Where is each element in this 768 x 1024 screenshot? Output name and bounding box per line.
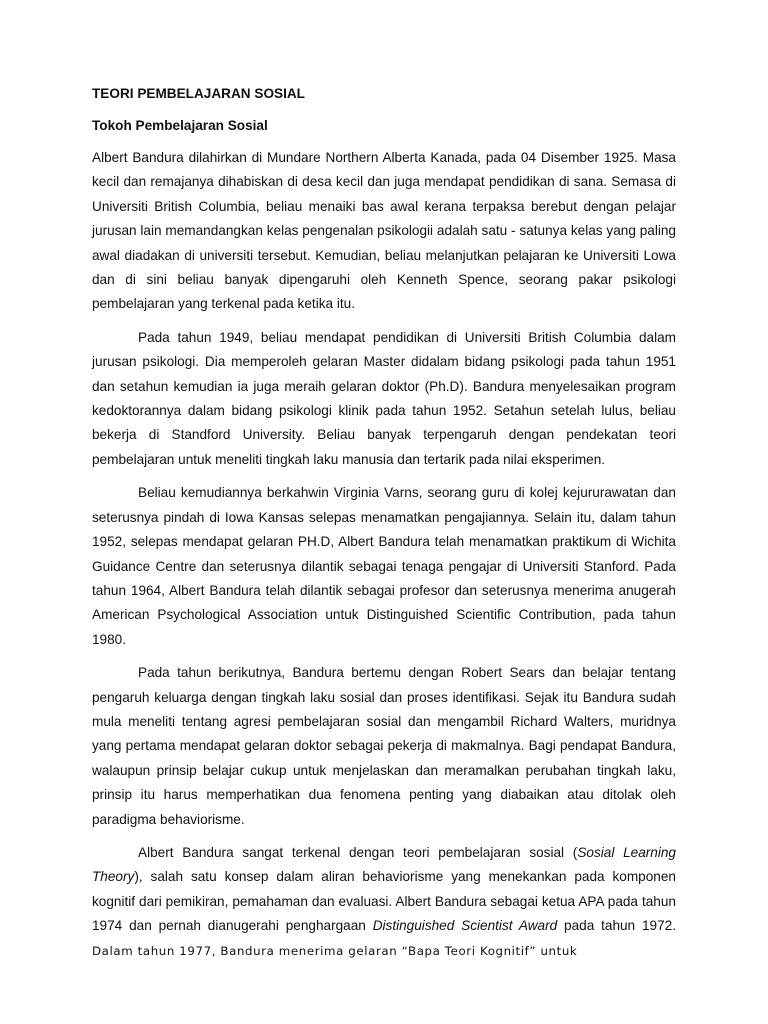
document-title: TEORI PEMBELAJARAN SOSIAL bbox=[92, 86, 305, 101]
paragraph-3: Beliau kemudiannya berkahwin Virginia Varns, seorang guru di kolej kejururawatan dan seterusnya pindah di Iowa Kansas selepas menamatkan pengajiannya. Selain itu, dalam tahun 1952, selepas mendapat gelaran PH.D, Albert Bandura telah menamatkan praktikum di Wichita Guidance Centre dan seterusnya dilantik sebagai tenaga pengajar di Universiti Stanford. Pada tahun 1964, Albert Bandura telah dilantik sebagai profesor dan seterusnya menerima anugerah American Psychological Association untuk Distinguished Scientific Contribution, pada tahun 1980. bbox=[92, 485, 676, 647]
document-body bbox=[92, 146, 676, 963]
paragraph-5-text-3: pada tahun 1972. bbox=[557, 918, 676, 934]
paragraph-5-italic-1: Sosial Learning Theory bbox=[92, 844, 676, 885]
paragraph-2: Pada tahun 1949, beliau mendapat pendidikan di Universiti British Columbia dalam jurusan psikologi. Dia memperoleh gelaran Master didalam bidang psikologi pada tahun 1951 dan setahun kemudian ia juga meraih gelaran doktor (Ph.D). Bandura menyelesaikan program kedoktorannya dalam bidang psikologi klinik pada tahun 1952. Setahun setelah lulus, beliau bekerja di Standford University. Beliau banyak terpengaruh dengan pendekatan teori pembelajaran untuk meneliti tingkah laku manusia dan tertarik pada nilai eksperimen. bbox=[92, 329, 676, 467]
paragraph-4: Pada tahun berikutnya, Bandura bertemu dengan Robert Sears dan belajar tentang pengaruh keluarga dengan tingkah laku sosial dan proses identifikasi. Sejak itu Bandura sudah mula meneliti tentang agresi pembelajaran sosial dan mengambil Richard Walters, muridnya yang pertama mendapat gelaran doktor sebagai pekerja di makmalnya. Bagi pendapat Bandura, walaupun prinsip belajar cukup untuk menjelaskan dan meramalkan perubahan tingkah laku, prinsip itu harus memperhatikan dua fenomena penting yang diabaikan atau ditolak oleh paradigma behaviorisme. bbox=[92, 665, 676, 827]
paragraph-1: Albert Bandura dilahirkan di Mundare Northern Alberta Kanada, pada 04 Disember 1925. Masa kecil dan remajanya dihabiskan di desa kecil dan juga mendapat pendidikan di sana. Semasa di Universiti British Columbia, beliau menaiki bas awal kerana terpaksa berebut dengan pelajar jurusan lain memandangkan kelas pengenalan psikologii adalah satu - satunya kelas yang paling awal diadakan di universiti tersebut. Kemudian, beliau melanjutkan pelajaran ke Universiti Lowa dan di sini beliau banyak dipengaruhi oleh Kenneth Spence, seorang pakar psikologi pembelajaran yang terkenal pada ketika itu. bbox=[92, 150, 676, 312]
paragraph-5-italic-2: Distinguished Scientist Award bbox=[372, 918, 558, 934]
paragraph-5 bbox=[92, 841, 676, 963]
section-heading: Tokoh Pembelajaran Sosial bbox=[92, 118, 268, 133]
paragraph-5-text-4: Dalam tahun 1977, Bandura menerima gelaran “Bapa Teori Kognitif” untuk bbox=[92, 943, 578, 958]
paragraph-5-text-2: ), salah satu konsep dalam aliran behaviorisme yang menekankan pada komponen kognitif dari pemikiran, pemahaman dan evaluasi. Albert Bandura sebagai ketua APA pada tahun 1974 dan pernah dianugerahi penghargaan bbox=[92, 869, 676, 934]
paragraph-5-text-1: Albert Bandura sangat terkenal dengan teori pembelajaran sosial ( bbox=[138, 844, 578, 860]
